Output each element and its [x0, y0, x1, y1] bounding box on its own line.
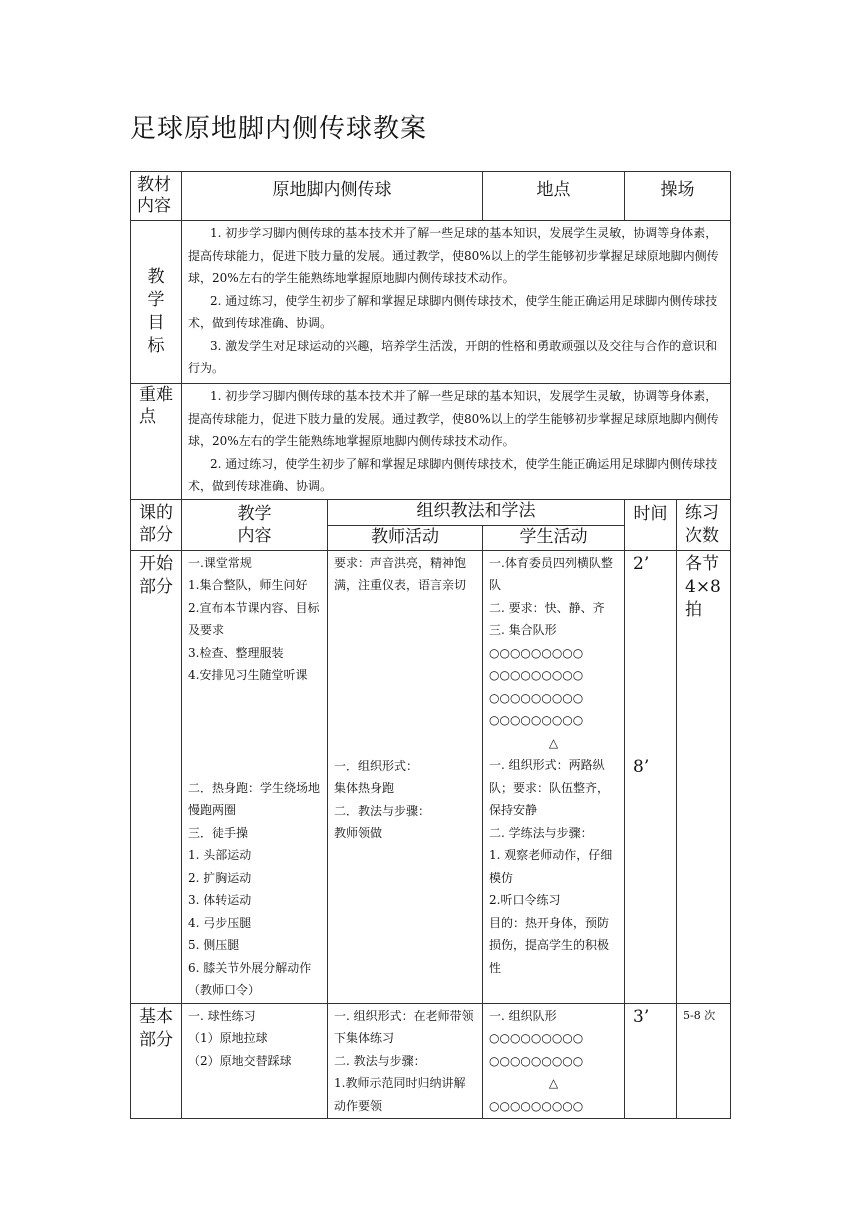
start-teacher: [328, 550, 483, 1003]
col-student: 学生活动: [483, 525, 625, 550]
goal-item: 3. 激发学生对足球运动的兴趣，培养学生活泼，开朗的性格和勇敢顽强以及交往与合作的意识和行为。: [188, 338, 718, 375]
student-line: 2.听口令练习: [489, 893, 561, 907]
basic-teacher: [328, 1003, 483, 1119]
page-title: 足球原地脚内侧传球教案: [130, 114, 428, 144]
student-line: 二. 学练法与步骤：: [489, 825, 593, 840]
student-line: 三. 集合队形: [489, 623, 557, 637]
student-line: 目的：热开身体，预防损伤，提高学生的积极性: [489, 915, 610, 975]
content-line: 5. 侧压腿: [188, 938, 240, 952]
content-line: （2）原地交替踩球: [188, 1053, 292, 1068]
content-line: 1. 头部运动: [188, 848, 252, 862]
formation-row: ○○○○○○○○○: [489, 713, 584, 727]
column-header-row: [131, 499, 731, 525]
header-row: [131, 172, 731, 221]
basic-part-row: [131, 1003, 731, 1119]
basic-time: [625, 1003, 677, 1119]
basic-part-label: 基本部分: [131, 1003, 182, 1119]
student-line: 一.体育委员四列横队整队: [489, 555, 613, 592]
goals-row: [131, 221, 731, 384]
formation-row: ○○○○○○○○○: [489, 645, 584, 660]
place-label: 地点: [483, 172, 625, 221]
place-value: 操场: [625, 172, 731, 221]
col-teacher: 教师活动: [328, 525, 483, 550]
col-method: 组织教法和学法: [328, 499, 625, 525]
student-line: 二. 要求：快、静、齐: [489, 600, 605, 615]
content-line: （1）原地拉球: [188, 1031, 268, 1045]
start-content: [182, 550, 328, 1003]
student-line: 一. 组织队形: [489, 1008, 557, 1023]
formation-row: ○○○○○○○○○: [489, 690, 584, 705]
time-value: 2’: [633, 553, 650, 574]
key-points-label: 重难点: [131, 384, 182, 500]
goals-content: [182, 221, 731, 384]
content-line: 三．徒手操: [188, 825, 249, 840]
goals-label: 教学目标: [131, 221, 182, 384]
teacher-line: 集体热身跑: [334, 781, 395, 795]
content-line: 2. 扩胸运动: [188, 870, 252, 885]
col-content: 教学内容: [182, 499, 328, 550]
start-part-label: 开始部分: [131, 550, 182, 1003]
teacher-position-triangle: △: [548, 735, 559, 750]
key-point-item: 1. 初步学习脚内侧传球的基本技术并了解一些足球的基本知识，发展学生灵敏，协调等身体素，提高传球能力，促进下肢力量的发展。通过教学，使80%以上的学生能够初步掌握足球原地脚内侧传球，20%左右的学生能熟练地掌握原地脚内侧传球技术动作。: [188, 389, 719, 448]
lesson-plan-table: [130, 171, 731, 1119]
goal-item: 1. 初步学习脚内侧传球的基本技术并了解一些足球的基本知识，发展学生灵敏，协调等身体素，提高传球能力，促进下肢力量的发展。通过教学，使80%以上的学生能够初步掌握足球原地脚内侧传球，20%左右的学生能熟练地掌握原地脚内侧传球技术动作。: [188, 226, 719, 285]
formation-row: ○○○○○○○○○: [489, 668, 584, 682]
start-time: [625, 550, 677, 1003]
goal-item: 2. 通过练习，使学生初步了解和掌握足球脚内侧传球技术，使学生能正确运用足球脚内侧传球技术，做到传球准确、协调。: [188, 293, 718, 330]
start-reps: 各节4×8拍: [677, 550, 731, 1003]
formation-row: ○○○○○○○○○: [489, 1031, 584, 1045]
student-line: 1. 观察老师动作，仔细模仿: [489, 848, 613, 885]
content-line: 一.课堂常规: [188, 555, 252, 570]
key-points-row: [131, 384, 731, 500]
basic-student: [483, 1003, 625, 1119]
key-point-item: 2. 通过练习，使学生初步了解和掌握足球脚内侧传球技术，使学生能正确运用足球脚内侧传球技术，做到传球准确、协调。: [188, 456, 718, 493]
col-reps: 练习次数: [677, 499, 731, 550]
reps-value: 5-8 次: [683, 1008, 716, 1022]
content-line: 4. 弓步压腿: [188, 915, 252, 930]
teacher-line: 二．教法与步骤：: [334, 803, 431, 818]
content-line: 3.检查、整理服装: [188, 645, 284, 660]
col-time: 时间: [625, 499, 677, 550]
basic-reps: [677, 1003, 731, 1119]
content-line: 3. 体转运动: [188, 893, 252, 907]
time-value: 3’: [633, 1006, 650, 1027]
col-part: 课的部分: [131, 499, 182, 550]
time-value: 8’: [633, 756, 650, 777]
teacher-line: 一．组织形式：: [334, 758, 419, 773]
start-student: [483, 550, 625, 1003]
formation-row: ○○○○○○○○○: [489, 1053, 584, 1068]
start-part-row: [131, 550, 731, 1003]
teacher-line: 二. 教法与步骤：: [334, 1053, 426, 1068]
content-line: 二．热身跑：学生绕场地慢跑两圈: [188, 780, 321, 817]
teacher-line: 教师领做: [334, 826, 383, 840]
teacher-position-triangle: △: [548, 1076, 559, 1090]
key-points-content: [182, 384, 731, 500]
content-line: 4.安排见习生随堂听课: [188, 668, 308, 682]
student-line: 一. 组织形式：两路纵队；要求：队伍整齐，保持安静: [489, 758, 610, 817]
teacher-line: 要求：声音洪亮，精神饱满，注重仪表，语言亲切: [334, 555, 467, 592]
material-value: 原地脚内侧传球: [182, 172, 483, 221]
content-line: 2.宣布本节课内容、目标及要求: [188, 600, 320, 637]
basic-content: [182, 1003, 328, 1119]
teacher-line: 1.教师示范同时归纳讲解动作要领: [334, 1076, 466, 1113]
content-line: 6. 膝关节外展分解动作（教师口令）: [188, 960, 312, 997]
content-line: 1.集合整队，师生问好: [188, 578, 308, 592]
material-label: 教材内容: [131, 172, 182, 221]
formation-row: ○○○○○○○○○: [489, 1098, 584, 1113]
content-line: 一. 球性练习: [188, 1008, 256, 1023]
teacher-line: 一. 组织形式：在老师带领下集体练习: [334, 1008, 474, 1045]
